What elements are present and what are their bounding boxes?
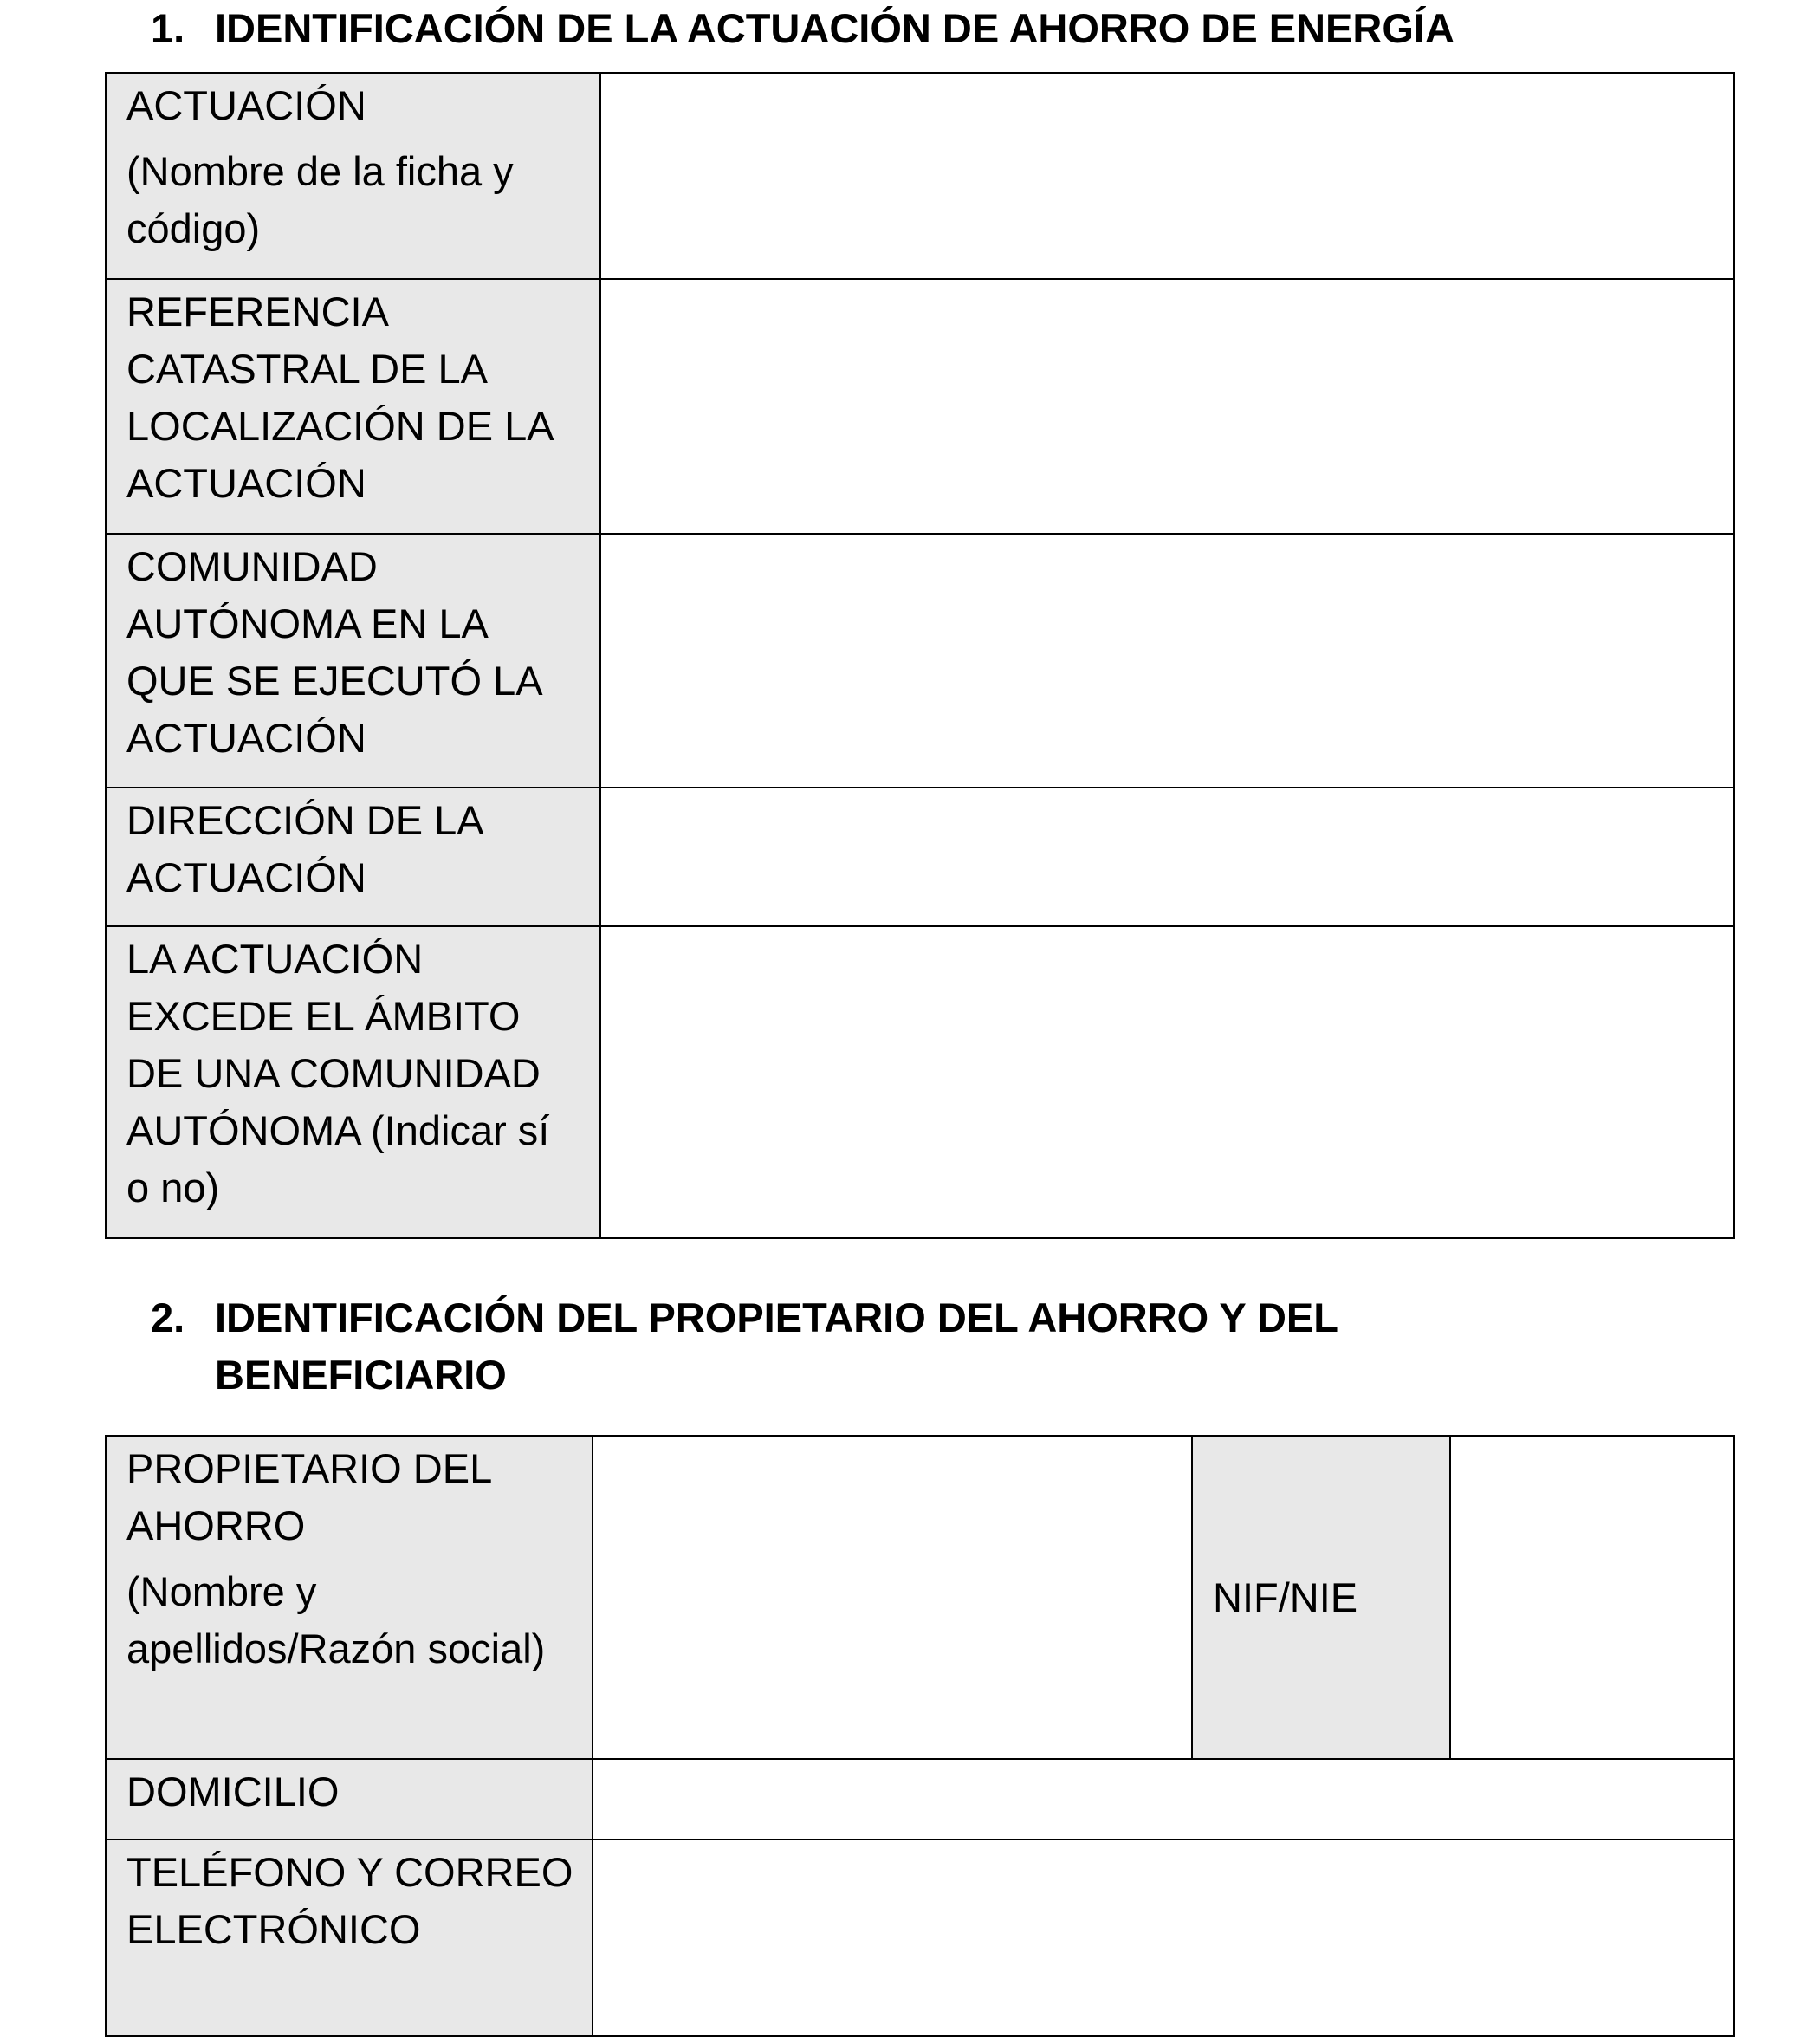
excede-ambito-field[interactable]	[600, 926, 1734, 1238]
propietario-label: PROPIETARIO DEL AHORRO	[126, 1445, 491, 1548]
actuacion-label: ACTUACIÓN	[126, 82, 366, 128]
comunidad-autonoma-label: COMUNIDAD AUTÓNOMA EN LA QUE SE EJECUTÓ LA ACTUACIÓN	[106, 534, 600, 788]
propietario-table	[105, 1435, 1735, 2037]
propietario-label-cell	[106, 1436, 593, 1759]
domicilio-label: DOMICILIO	[106, 1759, 593, 1840]
nif-nie-field[interactable]	[1450, 1436, 1734, 1759]
propietario-field[interactable]	[593, 1436, 1192, 1759]
nif-nie-label: NIF/NIE	[1192, 1436, 1450, 1759]
domicilio-field[interactable]	[593, 1759, 1734, 1840]
table-row	[106, 1436, 1734, 1759]
propietario-note: (Nombre y apellidos/Razón social)	[126, 1568, 546, 1671]
section-1-number: 1.	[151, 5, 185, 51]
table-row	[106, 1840, 1734, 2036]
section-2-title: IDENTIFICACIÓN DEL PROPIETARIO DEL AHORRO Y DEL BENEFICIARIO	[215, 1295, 1338, 1398]
section-2-heading	[151, 1289, 1514, 1404]
direccion-label: DIRECCIÓN DE LA ACTUACIÓN	[106, 788, 600, 926]
table-row	[106, 279, 1734, 534]
comunidad-autonoma-field[interactable]	[600, 534, 1734, 788]
telefono-correo-label: TELÉFONO Y CORREO ELECTRÓNICO	[106, 1840, 593, 2036]
table-row	[106, 926, 1734, 1238]
actuacion-label-cell	[106, 73, 600, 279]
actuacion-note: (Nombre de la ficha y código)	[126, 148, 514, 251]
telefono-correo-field[interactable]	[593, 1840, 1734, 2036]
table-row	[106, 788, 1734, 926]
actuacion-field[interactable]	[600, 73, 1734, 279]
referencia-catastral-field[interactable]	[600, 279, 1734, 534]
direccion-field[interactable]	[600, 788, 1734, 926]
section-2-number: 2.	[151, 1295, 185, 1340]
table-row	[106, 534, 1734, 788]
section-1-title: IDENTIFICACIÓN DE LA ACTUACIÓN DE AHORRO DE ENERGÍA	[215, 5, 1454, 51]
referencia-catastral-label: REFERENCIA CATASTRAL DE LA LOCALIZACIÓN DE LA ACTUACIÓN	[106, 279, 600, 534]
table-row	[106, 73, 1734, 279]
section-1-heading	[151, 0, 1514, 57]
excede-ambito-label: LA ACTUACIÓN EXCEDE EL ÁMBITO DE UNA COMUNIDAD AUTÓNOMA (Indicar sí o no)	[106, 926, 600, 1238]
actuacion-table	[105, 72, 1735, 1239]
table-row	[106, 1759, 1734, 1840]
